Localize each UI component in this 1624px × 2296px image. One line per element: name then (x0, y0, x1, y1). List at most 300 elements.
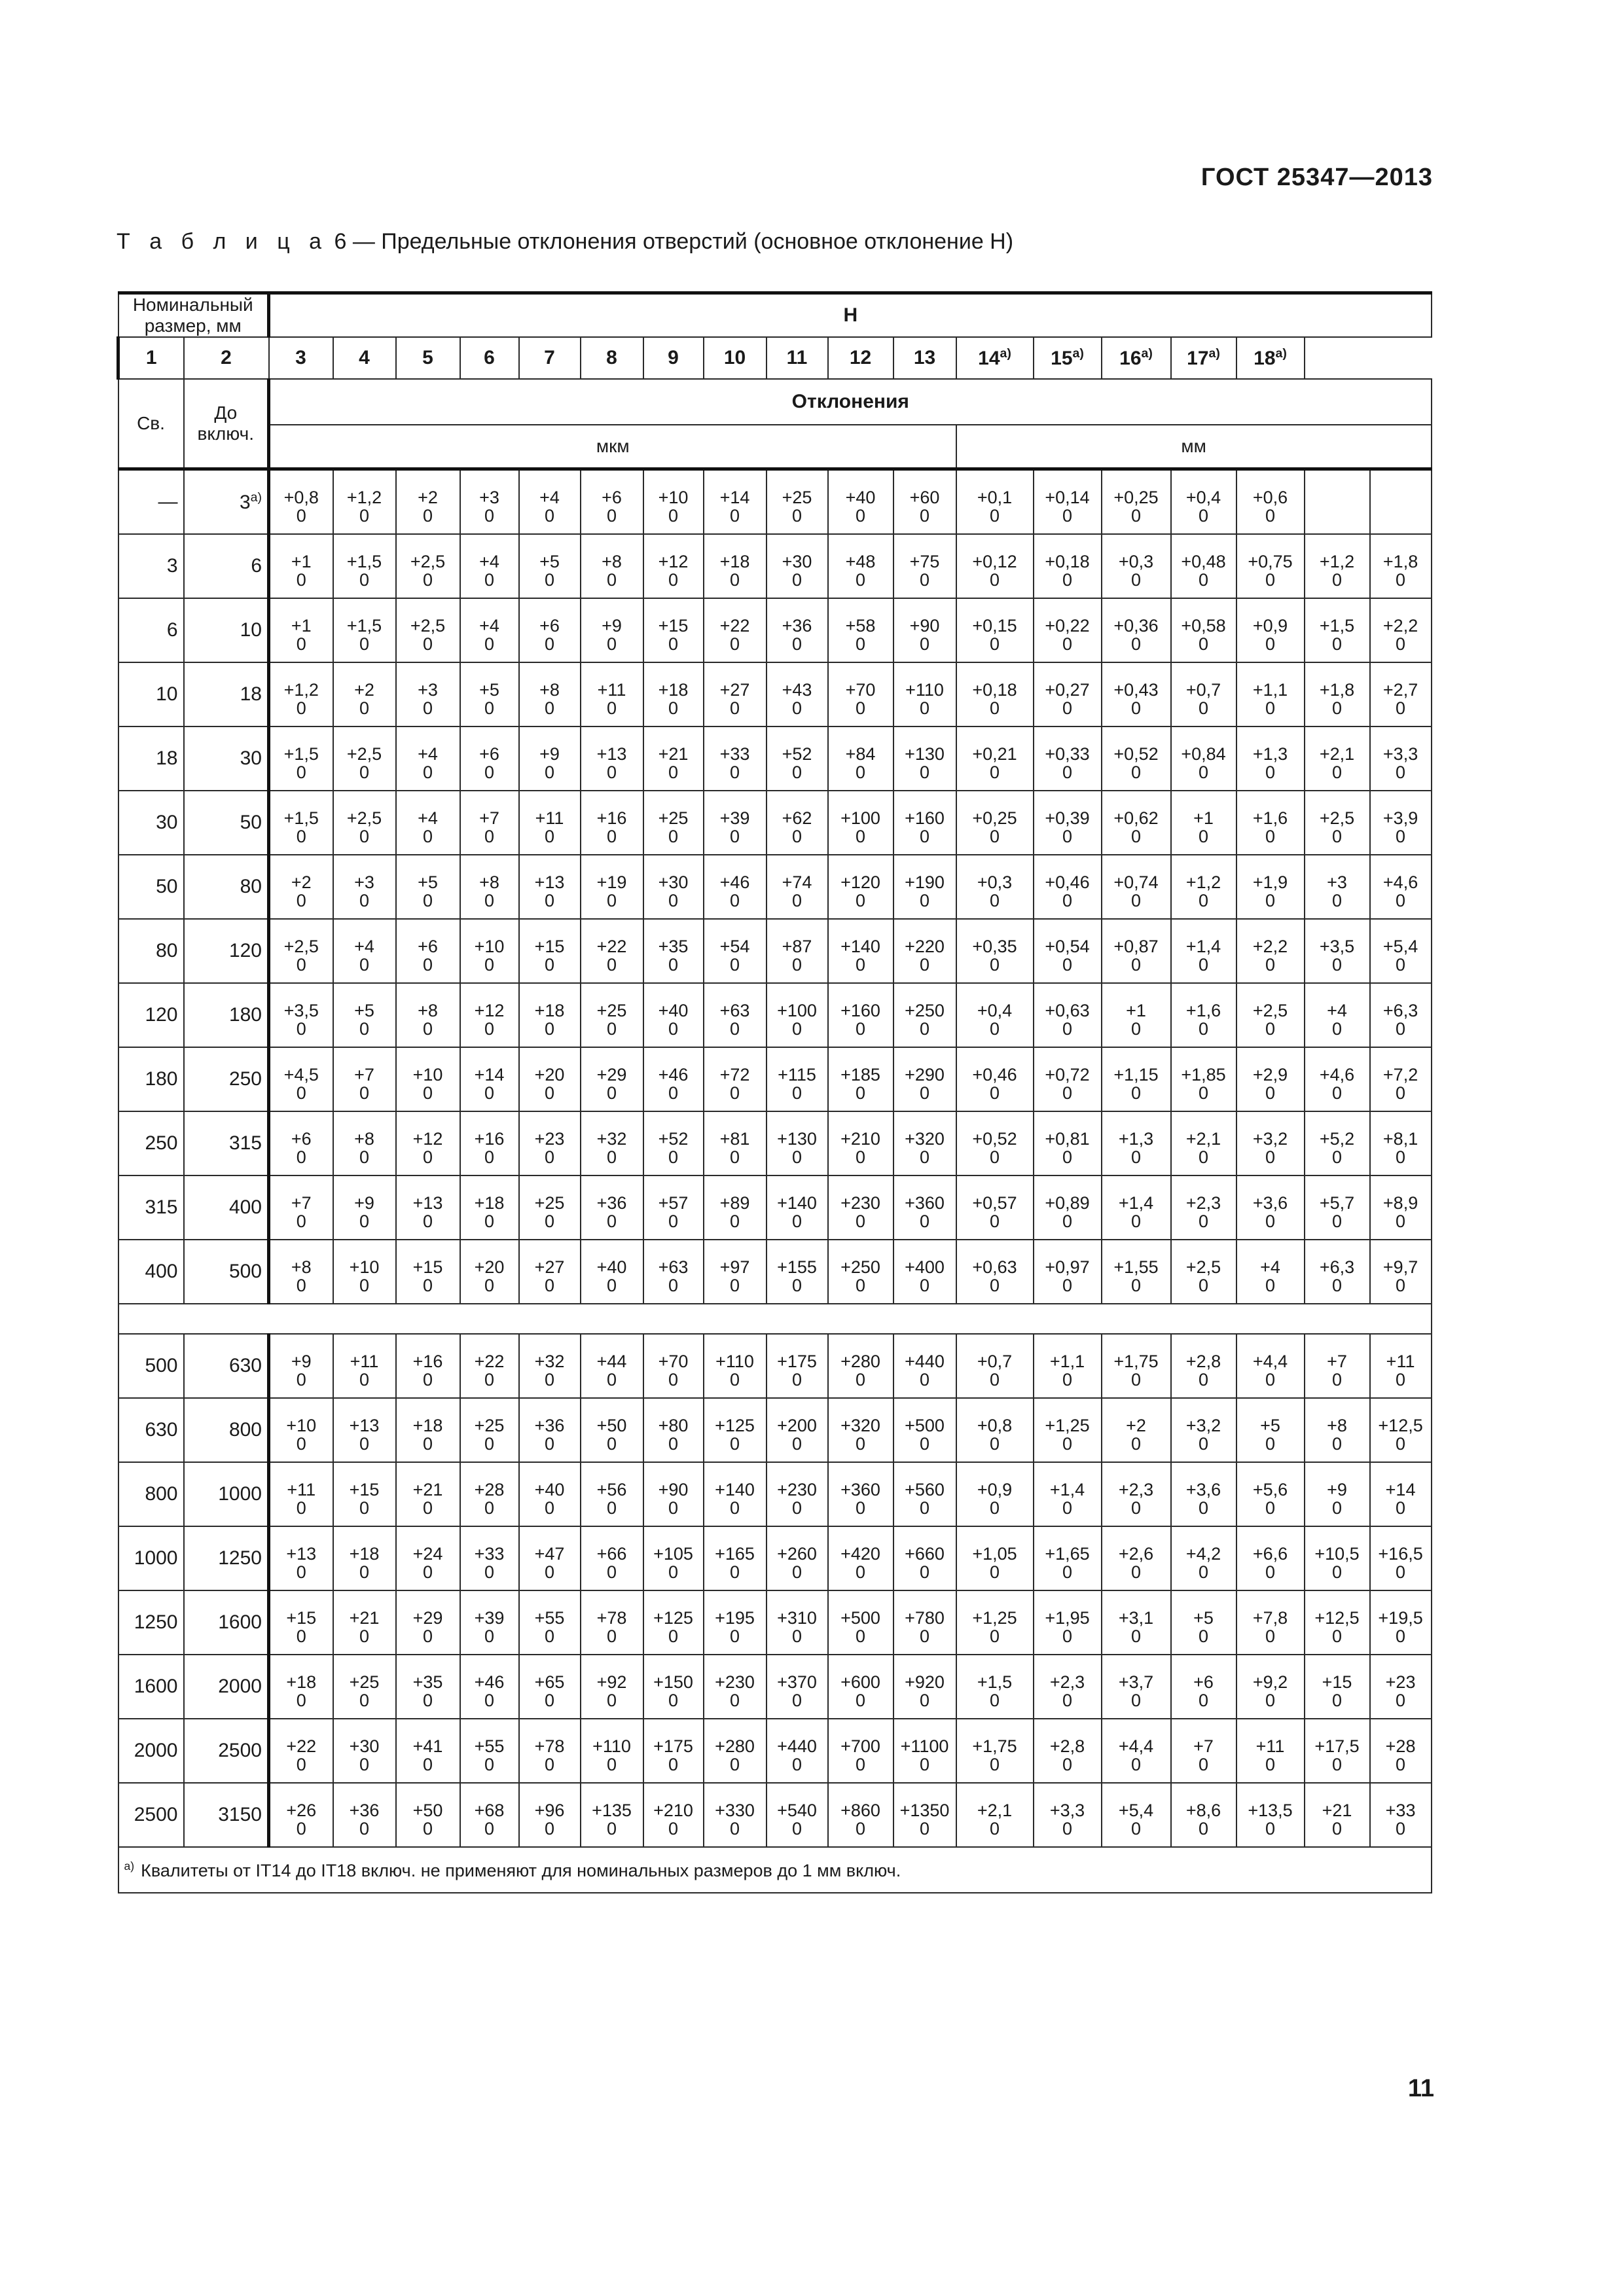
lower-deviation: 0 (296, 1019, 306, 1039)
table-row (118, 791, 1432, 855)
upper-deviation: +10 (349, 1257, 380, 1277)
deviation-cell (396, 1719, 460, 1783)
lower-deviation: 0 (1396, 634, 1406, 654)
upper-deviation: +10 (658, 487, 689, 507)
lower-deviation: 0 (989, 1755, 1000, 1774)
deviation-cell (1370, 1111, 1432, 1175)
deviation-cell (1236, 1783, 1305, 1847)
upper-deviation: +2 (1126, 1415, 1146, 1435)
lower-deviation: 0 (791, 762, 803, 782)
deviation-cell (893, 1655, 956, 1719)
deviation-cell (1034, 1462, 1102, 1526)
lower-deviation: 0 (1062, 506, 1073, 526)
upper-deviation: +1350 (899, 1800, 950, 1820)
table-row (118, 1783, 1432, 1847)
deviation-cell (956, 598, 1034, 662)
deviation-cell (1171, 726, 1236, 791)
upper-deviation: +1,5 (346, 551, 382, 571)
table-row (118, 1462, 1432, 1526)
deviation-cell (828, 1719, 893, 1783)
deviation-cell (333, 662, 396, 726)
deviation-cell (893, 791, 956, 855)
deviation-cell (828, 726, 893, 791)
deviation-cell (1171, 662, 1236, 726)
deviation-cell (643, 726, 704, 791)
size-upto-value: 18 (240, 683, 262, 705)
upper-deviation: +13 (534, 872, 565, 892)
size-upto-value: 800 (228, 1419, 262, 1441)
lower-deviation: 0 (989, 1434, 1000, 1454)
upper-deviation: +160 (905, 808, 945, 828)
upper-deviation: +70 (845, 679, 876, 700)
lower-deviation: 0 (729, 1626, 740, 1646)
deviation-cell (1305, 1783, 1370, 1847)
lower-deviation: 0 (989, 634, 1000, 654)
upper-deviation: +44 (596, 1351, 627, 1371)
size-upto (184, 1047, 269, 1111)
deviation-cell (828, 1334, 893, 1398)
deviation-cell (956, 726, 1034, 791)
lower-deviation: 0 (1130, 1276, 1142, 1295)
lower-deviation: 0 (1331, 1819, 1343, 1839)
upper-deviation: +15 (349, 1479, 380, 1499)
grade-label: 3 (295, 347, 306, 368)
lower-deviation: 0 (484, 955, 495, 975)
upper-deviation: +1,25 (1045, 1415, 1090, 1435)
deviation-cell (767, 726, 828, 791)
deviation-cell (893, 1462, 956, 1526)
lower-deviation: 0 (296, 1083, 306, 1103)
deviation-cell (1236, 1398, 1305, 1462)
upper-deviation: +210 (653, 1800, 693, 1820)
upper-deviation: +2,5 (1319, 808, 1355, 828)
lower-deviation: 0 (484, 570, 495, 590)
upper-deviation: +0,9 (977, 1479, 1013, 1499)
deviation-cell (333, 1526, 396, 1590)
upper-deviation: +3 (1327, 872, 1347, 892)
size-upto (184, 1111, 269, 1175)
deviation-cell (828, 791, 893, 855)
upper-deviation: +18 (719, 551, 750, 571)
upper-deviation: +8 (539, 679, 560, 700)
size-upto (184, 662, 269, 726)
upper-deviation: +4 (1327, 1000, 1347, 1020)
table-row (118, 726, 1432, 791)
upper-deviation: +115 (778, 1064, 816, 1085)
upper-deviation: +6 (418, 936, 438, 956)
lower-deviation: 0 (1265, 634, 1276, 654)
lower-deviation: 0 (1331, 827, 1343, 846)
lower-deviation: 0 (1198, 1691, 1209, 1710)
lower-deviation: 0 (1265, 1755, 1276, 1774)
deviation-cell (704, 1175, 767, 1240)
unit-mkm-label: мкм (269, 425, 956, 469)
upper-deviation: +72 (719, 1064, 750, 1085)
section-separator (118, 1304, 1432, 1334)
upper-deviation: +5,7 (1319, 1193, 1355, 1213)
deviation-cell (956, 791, 1034, 855)
size-over: 10 (118, 662, 184, 726)
upper-deviation: +52 (658, 1128, 689, 1149)
deviation-cell (767, 1334, 828, 1398)
deviation-cell (956, 919, 1034, 983)
lower-deviation: 0 (484, 1083, 495, 1103)
grade-header (184, 337, 269, 379)
deviation-cell (956, 662, 1034, 726)
deviation-cell (460, 1462, 519, 1526)
lower-deviation: 0 (544, 1434, 555, 1454)
page-number: 11 (1407, 2075, 1434, 2102)
lower-deviation: 0 (1331, 634, 1343, 654)
upper-deviation: +30 (782, 551, 812, 571)
size-upto (184, 469, 269, 535)
deviation-cell (460, 1655, 519, 1719)
size-over: 250 (118, 1111, 184, 1175)
deviation-cell (519, 1240, 581, 1304)
deviation-cell (893, 1047, 956, 1111)
deviation-cell (1236, 919, 1305, 983)
deviation-cell (581, 662, 643, 726)
upper-deviation: +5,2 (1319, 1128, 1355, 1149)
upper-deviation: +87 (782, 936, 812, 956)
deviation-cell (269, 469, 333, 535)
deviation-cell (893, 1783, 956, 1847)
lower-deviation: 0 (422, 1211, 433, 1231)
lower-deviation: 0 (1265, 891, 1276, 910)
grade-label: 16 (1119, 348, 1142, 369)
deviation-cell (269, 1047, 333, 1111)
grade-header (767, 337, 828, 379)
deviation-cell (333, 1111, 396, 1175)
lower-deviation: 0 (606, 1083, 617, 1103)
deviation-cell (396, 1111, 460, 1175)
upper-deviation: +89 (719, 1193, 750, 1213)
lower-deviation: 0 (989, 1147, 1000, 1167)
deviation-cell (1034, 726, 1102, 791)
lower-deviation: 0 (1198, 1562, 1209, 1582)
deviation-cell (1102, 1047, 1171, 1111)
upper-deviation: +9 (602, 615, 622, 636)
table-row (118, 662, 1432, 726)
upper-deviation: +6 (539, 615, 560, 636)
upper-deviation: +3 (418, 679, 438, 700)
lower-deviation: 0 (989, 762, 1000, 782)
lower-deviation: 0 (1198, 1819, 1209, 1839)
lower-deviation: 0 (606, 955, 617, 975)
upper-deviation: +17,5 (1314, 1736, 1360, 1756)
footnote-mark: а) (1275, 346, 1287, 361)
size-upto-value: 2000 (218, 1676, 262, 1697)
lower-deviation: 0 (1130, 1562, 1142, 1582)
lower-deviation: 0 (1265, 1083, 1276, 1103)
lower-deviation: 0 (1062, 1562, 1073, 1582)
lower-deviation: 0 (544, 698, 555, 718)
lower-deviation: 0 (1130, 1019, 1142, 1039)
lower-deviation: 0 (1331, 1755, 1343, 1774)
upper-deviation: +14 (1385, 1479, 1416, 1499)
upper-deviation: +1,95 (1045, 1607, 1090, 1628)
size-upto-value: 250 (228, 1068, 262, 1090)
deviation-cell (333, 791, 396, 855)
lower-deviation: 0 (989, 1819, 1000, 1839)
lower-deviation: 0 (606, 1626, 617, 1646)
upper-deviation: +21 (1322, 1800, 1352, 1820)
lower-deviation: 0 (919, 1691, 930, 1710)
lower-deviation: 0 (1062, 1498, 1073, 1518)
upper-deviation: +57 (658, 1193, 689, 1213)
upper-deviation: +0,25 (1113, 487, 1159, 507)
lower-deviation: 0 (296, 1819, 306, 1839)
lower-deviation: 0 (855, 1370, 866, 1390)
upper-deviation: +5,4 (1118, 1800, 1154, 1820)
upper-deviation: +4 (479, 551, 499, 571)
lower-deviation: 0 (1331, 698, 1343, 718)
lower-deviation: 0 (1265, 1498, 1276, 1518)
table-row (118, 1175, 1432, 1240)
deviation-cell (893, 855, 956, 919)
size-over: 800 (118, 1462, 184, 1526)
upper-deviation: +10,5 (1314, 1543, 1360, 1564)
deviation-cell (519, 726, 581, 791)
deviation-cell (269, 1398, 333, 1462)
deviation-cell (333, 1334, 396, 1398)
lower-deviation: 0 (422, 1434, 433, 1454)
lower-deviation: 0 (484, 1211, 495, 1231)
upper-deviation: +18 (534, 1000, 565, 1020)
table-row (118, 919, 1432, 983)
deviation-cell (1102, 534, 1171, 598)
deviation-cell (1370, 1719, 1432, 1783)
lower-deviation: 0 (668, 891, 679, 910)
deviation-cell (704, 469, 767, 535)
deviation-cell (1171, 1462, 1236, 1526)
lower-deviation: 0 (668, 1691, 679, 1710)
deviation-cell (704, 534, 767, 598)
upper-deviation: +2,5 (410, 615, 446, 636)
upper-deviation: +32 (596, 1128, 627, 1149)
grade-label: 17 (1187, 348, 1209, 369)
size-upto (184, 1462, 269, 1526)
upper-deviation: +43 (782, 679, 812, 700)
lower-deviation: 0 (729, 506, 740, 526)
deviation-cell (269, 1719, 333, 1783)
deviation-cell (581, 1719, 643, 1783)
upper-deviation: +30 (349, 1736, 380, 1756)
upper-deviation: +46 (474, 1672, 505, 1692)
deviation-cell (581, 1398, 643, 1462)
deviation-cell (1370, 1175, 1432, 1240)
lower-deviation: 0 (1062, 891, 1073, 910)
deviation-cell (519, 919, 581, 983)
upper-deviation: +175 (653, 1736, 693, 1756)
lower-deviation: 0 (606, 506, 617, 526)
upper-deviation: +18 (349, 1543, 380, 1564)
lower-deviation: 0 (606, 1276, 617, 1295)
lower-deviation: 0 (1130, 1434, 1142, 1454)
upper-deviation: +0,87 (1113, 936, 1159, 956)
size-upto (184, 1783, 269, 1847)
upper-deviation: +4 (418, 744, 438, 764)
lower-deviation: 0 (989, 698, 1000, 718)
table-row (118, 1655, 1432, 1719)
lower-deviation: 0 (1265, 1370, 1276, 1390)
deviation-cell (893, 1111, 956, 1175)
lower-deviation: 0 (791, 1498, 803, 1518)
size-upto (184, 1719, 269, 1783)
lower-deviation: 0 (919, 955, 930, 975)
upper-deviation: +15 (286, 1607, 317, 1628)
upper-deviation: +6,6 (1252, 1543, 1288, 1564)
table-row (118, 1590, 1432, 1655)
upper-deviation: +0,1 (977, 487, 1013, 507)
deviation-cell (269, 1462, 333, 1526)
upper-deviation: +860 (840, 1800, 880, 1820)
lower-deviation: 0 (484, 1276, 495, 1295)
lower-deviation: 0 (919, 1019, 930, 1039)
lower-deviation: 0 (1130, 827, 1142, 846)
deviation-cell (643, 534, 704, 598)
upper-deviation: +25 (349, 1672, 380, 1692)
lower-deviation: 0 (359, 698, 370, 718)
upper-deviation: +8 (1327, 1415, 1347, 1435)
deviation-cell (956, 1398, 1034, 1462)
deviation-cell (1034, 1655, 1102, 1719)
upper-deviation: +280 (715, 1736, 755, 1756)
size-over: 6 (118, 598, 184, 662)
upper-deviation: +21 (349, 1607, 380, 1628)
lower-deviation: 0 (296, 1276, 306, 1295)
lower-deviation: 0 (1396, 1691, 1406, 1710)
upper-deviation: +0,3 (977, 872, 1013, 892)
footnote-text: Квалитеты от IT14 до IT18 включ. не применяют для номинальных размеров до 1 мм включ. (141, 1860, 901, 1880)
deviation-cell (396, 1526, 460, 1590)
lower-deviation: 0 (544, 762, 555, 782)
lower-deviation: 0 (919, 506, 930, 526)
upper-deviation: +12 (658, 551, 689, 571)
upper-deviation: +39 (719, 808, 750, 828)
lower-deviation: 0 (668, 1211, 679, 1231)
lower-deviation: 0 (1130, 1819, 1142, 1839)
lower-deviation: 0 (668, 506, 679, 526)
lower-deviation: 0 (484, 891, 495, 910)
lower-deviation: 0 (296, 1498, 306, 1518)
lower-deviation: 0 (855, 506, 866, 526)
deviation-cell (1034, 1783, 1102, 1847)
deviation-cell (460, 1047, 519, 1111)
upper-deviation: +9 (291, 1351, 312, 1371)
deviation-cell (269, 1240, 333, 1304)
footnote (118, 1847, 1432, 1893)
lower-deviation: 0 (422, 1498, 433, 1518)
lower-deviation: 0 (1130, 698, 1142, 718)
deviation-cell (1236, 1526, 1305, 1590)
size-upto-value: 50 (240, 812, 262, 833)
deviation-cell (333, 855, 396, 919)
upper-deviation: +0,21 (972, 744, 1017, 764)
lower-deviation: 0 (919, 698, 930, 718)
grade-header (828, 337, 893, 379)
upper-deviation: +0,27 (1045, 679, 1090, 700)
upper-deviation: +39 (474, 1607, 505, 1628)
upper-deviation: +5,4 (1382, 936, 1418, 956)
deviation-cell (956, 1462, 1034, 1526)
deviation-cell (1102, 1398, 1171, 1462)
footnote-mark: а) (1141, 346, 1153, 361)
footnote-mark: а) (1000, 346, 1011, 361)
deviation-cell (1102, 1175, 1171, 1240)
upper-deviation: +12,5 (1378, 1415, 1423, 1435)
upper-deviation: +28 (474, 1479, 505, 1499)
size-upto (184, 1175, 269, 1240)
lower-deviation: 0 (359, 1276, 370, 1295)
upper-deviation: +660 (905, 1543, 945, 1564)
lower-deviation: 0 (296, 1147, 306, 1167)
upper-deviation: +500 (840, 1607, 880, 1628)
upper-deviation: +3,9 (1382, 808, 1418, 828)
deviation-cell (1236, 1175, 1305, 1240)
upper-deviation: +1,65 (1045, 1543, 1090, 1564)
deviation-cell (333, 1047, 396, 1111)
deviation-cell (1236, 1334, 1305, 1398)
lower-deviation: 0 (668, 570, 679, 590)
upper-deviation: +230 (840, 1193, 880, 1213)
upper-deviation: +7 (1327, 1351, 1347, 1371)
lower-deviation: 0 (1198, 891, 1209, 910)
deviation-cell (1102, 855, 1171, 919)
upper-deviation: +36 (534, 1415, 565, 1435)
upper-deviation: +6 (291, 1128, 312, 1149)
size-upto-value: 10 (240, 619, 262, 641)
grade-label: 14 (978, 348, 1000, 369)
upper-deviation: +0,9 (1252, 615, 1288, 636)
deviation-cell (1102, 791, 1171, 855)
deviation-cell (269, 919, 333, 983)
lower-deviation: 0 (729, 1819, 740, 1839)
deviation-cell (396, 662, 460, 726)
upper-deviation: +6 (1193, 1672, 1214, 1692)
size-upto-value: 630 (228, 1355, 262, 1376)
lower-deviation: 0 (1062, 1147, 1073, 1167)
deviation-cell (519, 791, 581, 855)
upper-deviation: +440 (905, 1351, 945, 1371)
footnote-mark: а) (124, 1859, 135, 1873)
upper-deviation: +6 (602, 487, 622, 507)
deviation-cell (1236, 1719, 1305, 1783)
upper-deviation: +9 (539, 744, 560, 764)
lower-deviation: 0 (422, 506, 433, 526)
upper-deviation: +12 (474, 1000, 505, 1020)
upper-deviation: +195 (715, 1607, 755, 1628)
upper-deviation: +5,6 (1252, 1479, 1288, 1499)
upper-deviation: +700 (840, 1736, 880, 1756)
deviation-cell (1370, 1655, 1432, 1719)
size-over: 2000 (118, 1719, 184, 1783)
upper-deviation: +1,1 (1252, 679, 1288, 700)
upper-deviation: +4,6 (1319, 1064, 1355, 1085)
lower-deviation: 0 (484, 1562, 495, 1582)
lower-deviation: 0 (855, 1819, 866, 1839)
deviation-cell (333, 1462, 396, 1526)
lower-deviation: 0 (729, 762, 740, 782)
deviation-cell (704, 983, 767, 1047)
upper-deviation: +100 (777, 1000, 817, 1020)
upper-deviation: +2,3 (1118, 1479, 1154, 1499)
upper-deviation: +15 (1322, 1672, 1352, 1692)
deviation-cell (1171, 791, 1236, 855)
deviation-cell (269, 726, 333, 791)
lower-deviation: 0 (1396, 1562, 1406, 1582)
upper-deviation: +1,05 (972, 1543, 1017, 1564)
